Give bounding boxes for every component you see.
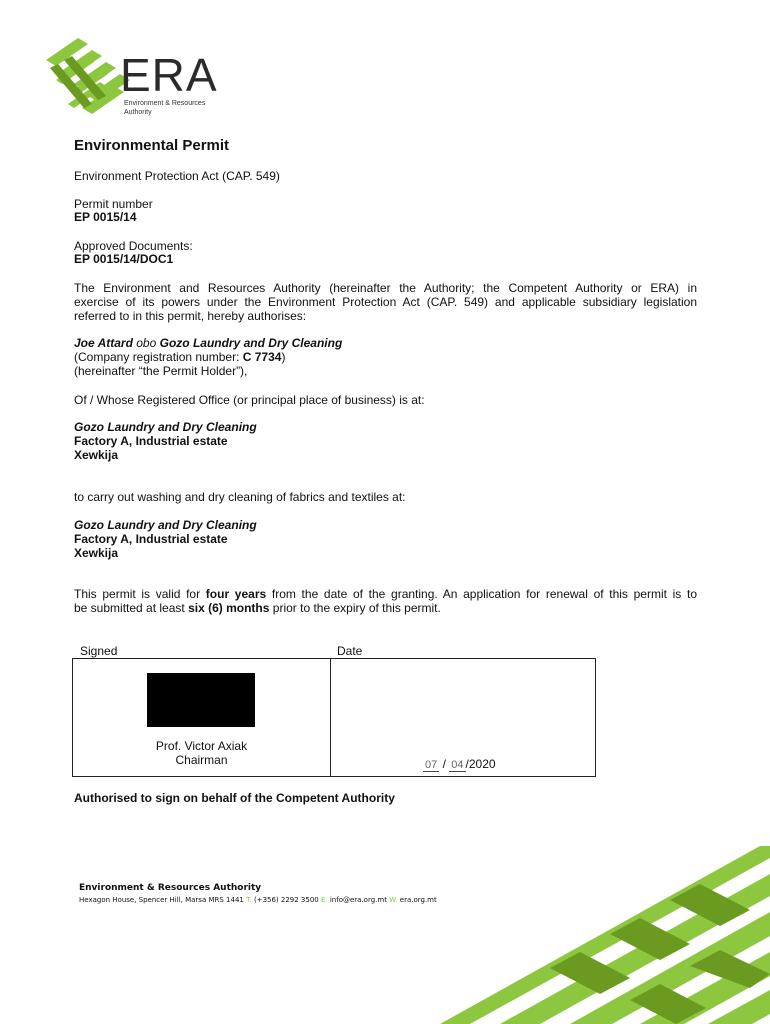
intro-line-1: The Environment and Resources Authority (hereinafter the Authority; the Competent Authority or ERA) in [74, 281, 697, 295]
holder-registration [74, 350, 285, 364]
reg-number: C 7734 [242, 350, 282, 364]
holder-hereinafter: (hereinafter “the Permit Holder”), [74, 364, 248, 378]
footer-email: info@era.org.mt [327, 896, 390, 904]
date-sep: / [442, 757, 446, 771]
validity-four-years: four years [205, 587, 267, 601]
office-name: Gozo Laundry and Dry Cleaning [74, 420, 257, 434]
signature-table [72, 658, 596, 777]
activity-label: to carry out washing and dry cleaning of fabrics and textiles at: [74, 490, 406, 504]
reg-suffix: ) [281, 350, 286, 364]
footer-address: Hexagon House, Spencer Hill, Marsa MRS 1441 [79, 896, 247, 904]
logo-subtitle-2: Authority [124, 109, 152, 116]
signed-label: Signed [80, 644, 118, 658]
footer-phone: (+356) 2292 3500 [251, 896, 321, 904]
act-reference: Environment Protection Act (CAP. 549) [74, 169, 280, 183]
signatory-role: Chairman [175, 753, 228, 767]
permit-number: EP 0015/14 [74, 210, 137, 224]
holder-obo: obo [132, 336, 160, 350]
footer-org-name: Environment & Resources Authority [79, 883, 262, 893]
signature-divider [330, 659, 331, 776]
date-year: /2020 [465, 757, 496, 771]
validity-text-4: prior to the expiry of this permit. [269, 601, 441, 615]
validity-text-1: This permit is valid for [74, 587, 206, 601]
logo-wordmark: ERA [120, 49, 218, 101]
footer-e-label: E. [320, 896, 328, 904]
approved-docs-value: EP 0015/14/DOC1 [74, 252, 174, 266]
signatory-name: Prof. Victor Axiak [155, 739, 248, 753]
validity-line-1 [74, 587, 697, 601]
activity-address-1: Factory A, Industrial estate [74, 532, 228, 546]
intro-line-2: exercise of its powers under the Environment Protection Act (CAP. 549) and applicable subsidiary legislation [74, 295, 697, 309]
date-label: Date [337, 644, 363, 658]
holder-company: Gozo Laundry and Dry Cleaning [159, 336, 343, 350]
intro-line-3: referred to in this permit, hereby authorises: [74, 309, 307, 323]
office-address-2: Xewkija [74, 448, 119, 462]
validity-text-2: from the date of the granting. An application for renewal of this permit is to [266, 587, 698, 601]
footer-t-label: T. [246, 896, 252, 904]
office-address-1: Factory A, Industrial estate [74, 434, 228, 448]
signature-date [423, 757, 496, 772]
footer-web: era.org.mt [397, 896, 437, 904]
holder-person: Joe Attard [74, 336, 133, 350]
date-month: 04 [451, 759, 464, 771]
authorised-statement: Authorised to sign on behalf of the Competent Authority [74, 791, 395, 805]
approved-docs-label: Approved Documents: [74, 239, 193, 253]
validity-text-3: be submitted at least [74, 601, 189, 615]
corner-lattice-decoration [440, 846, 770, 1024]
reg-prefix: (Company registration number: [74, 350, 243, 364]
activity-name: Gozo Laundry and Dry Cleaning [74, 518, 257, 532]
holder-line [74, 336, 342, 350]
validity-paragraph [74, 587, 697, 615]
logo-subtitle-1: Environment & Resources [124, 100, 206, 107]
page-title: Environmental Permit [74, 137, 230, 154]
intro-paragraph [74, 281, 697, 323]
validity-line-2 [74, 601, 697, 615]
redacted-signature [147, 673, 255, 727]
office-label: Of / Whose Registered Office (or principal place of business) is at: [74, 393, 425, 407]
activity-address-2: Xewkija [74, 546, 119, 560]
date-day: 07 [425, 759, 438, 771]
footer-w-label: W. [389, 896, 398, 904]
permit-number-label: Permit number [74, 197, 153, 211]
footer-contact [79, 896, 437, 904]
validity-six-months: six (6) months [188, 601, 270, 615]
